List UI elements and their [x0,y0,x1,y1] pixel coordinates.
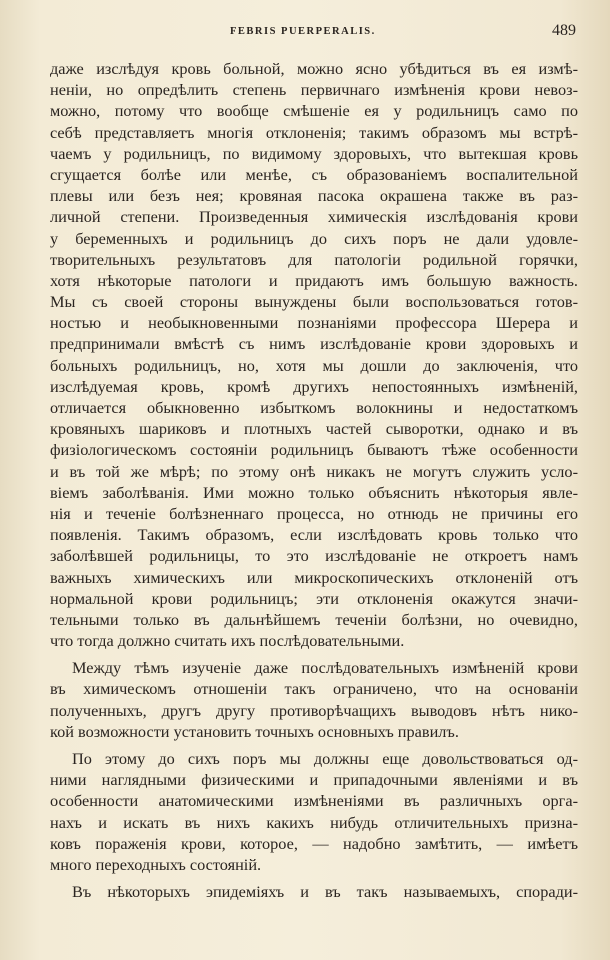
text-line: хотя нѣкоторые патологи и придаютъ имъ большую важность. [50,270,578,290]
body-text [50,58,578,902]
text-line: личной степени. Произведенныя химическія изслѣдованія крови [50,207,578,227]
text-line: можно, потому что вообще смѣшеніе ея у родильницъ само по [50,101,578,121]
text-line: у беременныхъ и родильницъ до сихъ поръ не дали удовле- [50,228,578,248]
text-line: кой возможности установить точныхъ основныхъ правилъ. [50,721,459,741]
text-line: полученныхъ, другъ другу противорѣчащихъ выводовъ нѣтъ нико- [50,700,578,720]
text-line: нія и теченіе болѣзненнаго процесса, но отнюдь не причины его [50,503,578,523]
text-line: віемъ заболѣванія. Ими можно только объяснить нѣкоторыя явле- [50,482,578,502]
paragraph [50,881,578,902]
text-line: себѣ представляетъ многія отклоненія; такимъ образомъ мы встрѣ- [50,122,578,142]
text-line: отличается обыкновенно избыткомъ волокнины и недостаткомъ [50,398,578,417]
page-header [0,22,610,44]
text-line: чаемъ у родильницъ, по видимому здоровыхъ, что вытекшая кровь [50,143,578,163]
paragraph [50,657,578,742]
text-line: По этому до сихъ поръ мы должны еще довольствоваться од- [72,749,578,768]
text-line: сгущается болѣе или менѣе, съ образованіемъ воспалительной [50,164,578,184]
text-line: кровяныхъ шариковъ и плотныхъ частей сыворотки, однако и въ [50,419,578,439]
text-line: ковъ пораженія крови, которое, — надобно замѣтить, — имѣетъ [50,833,578,853]
text-line: тельными только въ дальнѣйшемъ теченіи болѣзни, но очевидно, [50,609,578,629]
text-line: предпринимали вмѣстѣ съ нимъ изслѣдованіе крови здоровыхъ и [50,334,578,354]
text-line: физіологическомъ состояніи родильницъ бываютъ тѣже особенности [50,440,578,460]
paragraph [50,58,578,651]
text-line: и въ той же мѣрѣ; по этому онѣ никакъ не могутъ служить усло- [50,461,578,481]
text-line: появленія. Такимъ образомъ, если изслѣдовать кровь только что [50,525,578,545]
text-line: много переходныхъ состояній. [50,854,262,874]
text-line: ностью и необыкновенными познаніями профессора Шерера и [50,313,578,333]
paragraph [50,748,578,875]
text-line: заболѣвшей родильницы, то это изслѣдованіе не откроетъ намъ [50,546,578,566]
text-line: особенности анатомическими измѣненіями въ различныхъ орга- [50,791,578,811]
text-line: Между тѣмъ изученіе даже послѣдовательныхъ измѣненій крови [72,658,578,678]
text-line: Въ нѣкоторыхъ эпидеміяхъ и въ такъ называемыхъ, споради- [72,882,578,902]
text-line: плевы или безъ нея; кровяная пасока окрашена также въ раз- [50,186,578,206]
running-title: FEBRIS PUERPERALIS. [230,26,376,37]
text-line: творительныхъ результатовъ для патологіи родильной горячки, [50,249,578,269]
text-line: нормальной крови родильницъ; эти отклоненія окажутся значи- [50,588,578,608]
text-line: ними наглядными физическими и припадочными явленіями и въ [50,770,578,790]
text-line: что тогда должно считать ихъ послѣдовательными. [50,631,405,651]
text-line: больныхъ родильницъ, но, хотя мы дошли до заключенія, что [50,355,578,375]
text-line: въ химическомъ отношеніи такъ ограничено, что на основаніи [50,679,578,699]
text-line: неніи, но опредѣлить степень первичнаго измѣненія крови невоз- [50,80,578,100]
text-line: Мы съ своей стороны вынуждены были воспользоваться готов- [50,292,578,312]
text-line: важныхъ химическихъ или микроскопическихъ отклоненій отъ [50,567,578,587]
text-line: изслѣдуемая кровь, кромѣ другихъ непостоянныхъ измѣненій, [50,376,578,396]
text-line: даже изслѣдуя кровь больной, можно ясно убѣдиться въ ея измѣ- [50,59,578,78]
text-line: нахъ и искать въ нихъ какихъ нибудь отличительныхъ призна- [50,812,578,832]
page-number: 489 [552,22,576,39]
